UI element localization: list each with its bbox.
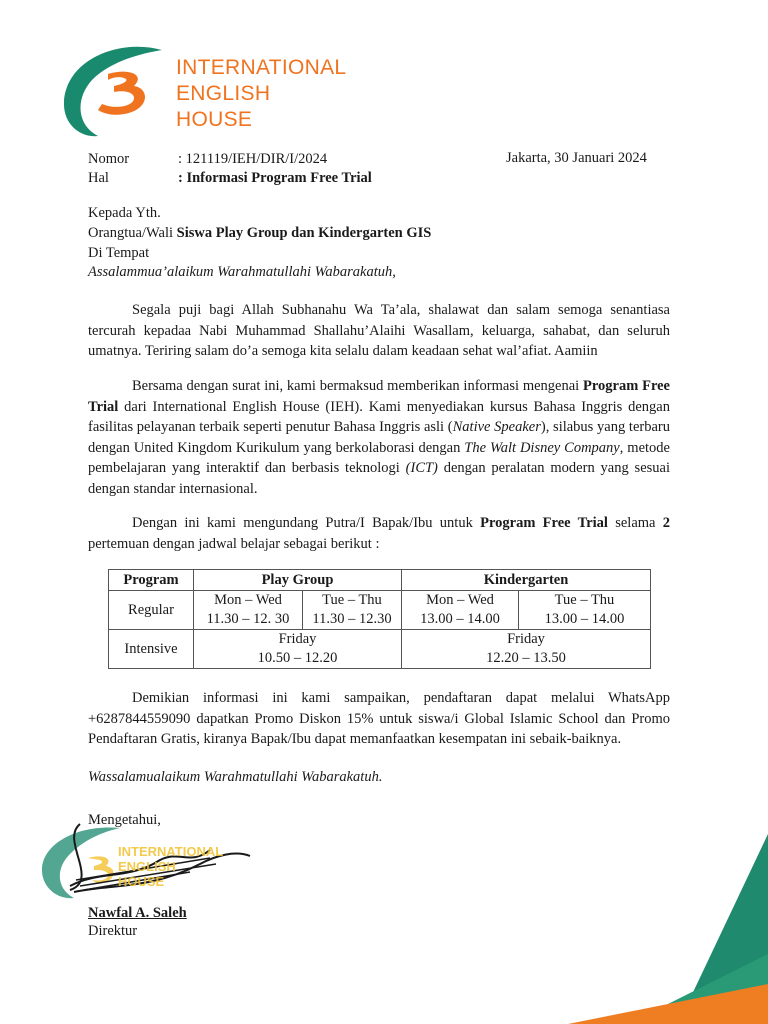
header-program: Program (109, 570, 194, 591)
hal-value: : Informasi Program Free Trial (178, 170, 372, 186)
p2-italic-1: Native Speaker (452, 419, 541, 435)
hal-label: Hal (88, 170, 109, 186)
paragraph-opening: Segala puji bagi Allah Subhanahu Wa Ta’ala, shalawat dan salam semoga senantiasa tercurah kepadaa Nabi Muhammad Shallahu’Alaihi Wasallam, keluarga, sahabat, dan seluruh umatnya. Teriring salam do’a semoga kita selalu dalam keadaan sehat wal’afiat. Aamiin (88, 302, 670, 359)
stamp-line-1: INTERNATIONAL (118, 844, 224, 859)
p3-bold-1: Program Free Trial (480, 515, 608, 531)
cell-day: Mon – Wed (214, 592, 282, 608)
signer-name: Nawfal A. Saleh (88, 905, 187, 921)
p2-text-3: ), silabus yang terbaru dengan United Kingdom Kurikulum yang berkolaborasi dengan (88, 419, 670, 456)
header-kindergarten: Kindergarten (402, 570, 651, 591)
cell-day: Tue – Thu (554, 592, 615, 608)
row-label-intensive: Intensive (109, 630, 194, 669)
stamp-line-3: HOUSE (118, 874, 165, 889)
p3-text-2: selama (607, 515, 663, 531)
cell-day: Tue – Thu (322, 592, 382, 608)
p3-bold-2: 2 (662, 515, 670, 531)
cell-pg-monwed (194, 591, 303, 630)
cell-time: 11.30 – 12.30 (312, 611, 392, 627)
cell-time: 12.20 – 13.50 (486, 650, 566, 666)
cell-kg-monwed (402, 591, 519, 630)
cell-kg-tuethu (519, 591, 651, 630)
table-header-row (109, 570, 651, 591)
recipient-line-3: Di Tempat (88, 245, 150, 261)
nomor-value: : 121119/IEH/DIR/I/2024 (178, 151, 328, 167)
p2-bold-1: Program Free Trial (88, 378, 670, 415)
recipient-block (88, 203, 670, 263)
paragraph-invitation (88, 513, 670, 554)
recipient-bold: Siswa Play Group dan Kindergarten GIS (176, 225, 432, 241)
meta-values (178, 150, 372, 188)
paragraph-registration: Demikian informasi ini kami sampaikan, pendaftaran dapat melalui WhatsApp +6287844559090 dapatkan Promo Diskon 15% untuk siswa/i Global Islamic School dan Promo Pendaftaran Gratis, kiranya Bapak/Ibu dapat memanfaatkan kesempatan ini sebaik-baiknya. (88, 690, 670, 747)
p2-text-5: dengan peralatan modern yang sesuai dengan standar internasional. (88, 460, 670, 497)
cell-pg-tuethu (303, 591, 402, 630)
signer-block (88, 904, 187, 940)
signer-title: Direktur (88, 923, 138, 939)
mengetahui-label: Mengetahui, (88, 812, 161, 828)
table-row-regular (109, 591, 651, 630)
p2-text-1: Bersama dengan surat ini, kami bermaksud memberikan informasi mengenai (132, 378, 583, 394)
logo-line-2: ENGLISH (176, 82, 271, 105)
recipient-line-1: Kepada Yth. (88, 205, 161, 221)
cell-day: Friday (507, 631, 545, 647)
cell-pg-intensive (194, 630, 402, 669)
paragraph-program-info (88, 376, 670, 499)
company-logo (58, 40, 358, 140)
corner-triangles-icon (528, 834, 768, 1024)
cell-time: 13.00 – 14.00 (544, 611, 625, 627)
recipient-prefix: Orangtua/Wali (88, 225, 177, 241)
cell-day: Mon – Wed (426, 592, 494, 608)
logo-line-1: INTERNATIONAL (176, 56, 347, 79)
schedule-table (108, 569, 651, 669)
p2-text-4: , metode pembelajaran yang interaktif dan berbasis teknologi (88, 439, 670, 476)
p2-text-2: dari International English House (IEH). Kami menyediakan kursus Bahasa Inggris dengan fasilitas pelayanan terbaik seperti penutur Bahasa Inggris asli ( (88, 398, 670, 435)
nomor-label: Nomor (88, 151, 130, 167)
stamp-signature (40, 820, 280, 910)
cell-time: 11.30 – 12. 30 (206, 611, 290, 627)
p3-text-1: Dengan ini kami mengundang Putra/I Bapak/Ibu untuk (132, 515, 481, 531)
p3-text-3: pertemuan dengan jadwal belajar sebagai berikut : (88, 535, 380, 552)
table-row-intensive (109, 630, 651, 669)
stamp-line-2: ENGLISH (118, 859, 176, 874)
logo-wordmark (176, 55, 346, 133)
ieh-logo-icon (58, 40, 178, 140)
logo-line-3: HOUSE (176, 108, 253, 131)
meta-labels (88, 150, 129, 188)
greeting: Assalammua’alaikum Warahmatullahi Wabarakatuh, (88, 264, 396, 280)
closing-salutation: Wassalamualaikum Warahmatullahi Wabarakatuh. (88, 769, 383, 785)
header-playgroup: Play Group (194, 570, 402, 591)
cell-time: 10.50 – 12.20 (257, 650, 338, 666)
cell-time: 13.00 – 14.00 (420, 611, 500, 627)
recipient-line-2 (88, 223, 670, 243)
letter-date: Jakarta, 30 Januari 2024 (506, 150, 647, 166)
cell-kg-intensive (402, 630, 651, 669)
p2-italic-3: (ICT) (405, 460, 438, 476)
p2-italic-2: The Walt Disney Company (464, 439, 620, 456)
stamp-wordmark (118, 844, 223, 889)
row-label-regular: Regular (109, 591, 194, 630)
cell-day: Friday (278, 631, 317, 647)
